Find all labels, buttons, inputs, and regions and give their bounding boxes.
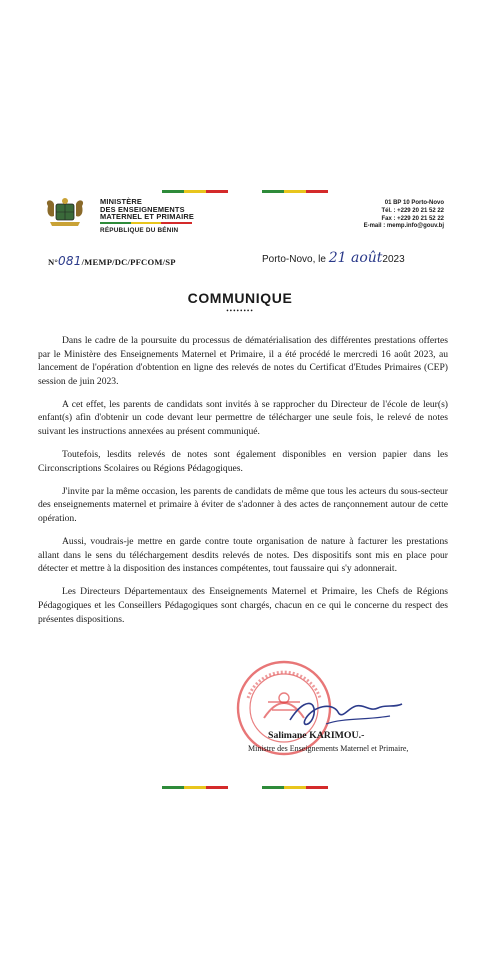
document-title: COMMUNIQUE: [187, 290, 293, 306]
ref-suffix: /MEMP/DC/PFCOM/SP: [81, 257, 176, 267]
paragraph-5: Aussi, voudrais-je mettre en garde contre toute organisation de nature à facturer les prestations allant dans le sens du téléchargement desdits relevés de notes. Des dispositifs sont mis en place pour détecter et mettre à la disposition des instances compétentes, tout faussaire qui s'y adonnerait.: [38, 536, 448, 575]
paragraph-3: Toutefois, lesdits relevés de notes sont également disponibles en version papier dans les Circonscriptions Scolaires ou Régions Pédagogiques.: [38, 449, 448, 474]
communique-body: [38, 334, 448, 636]
contact-fax: Fax : +229 20 21 52 22: [381, 215, 444, 222]
ref-prefix: N°: [48, 257, 59, 267]
signatory-title: Ministre des Enseignements Maternel et Primaire,: [248, 744, 409, 753]
flag-stripe-left: [162, 190, 228, 193]
flag-stripe-bottom-right: [262, 786, 328, 789]
paragraph-6: Les Directeurs Départementaux des Enseignements Maternel et Primaire, les Chefs de Régions Pédagogiques et les Conseillers Pédagogiques sont chargés, chacun en ce qui le concerne du respect des présentes dispositions.: [38, 586, 448, 625]
reference-number: [48, 254, 176, 268]
paragraph-1: Dans le cadre de la poursuite du processus de dématérialisation des différentes prestations offertes par le Ministère des Enseignements Maternel et Primaire, il a été procédé le mercredi 16 août 2023, au lancement de l'opération d'obtention en ligne des relevés de notes du Certificat d'Etudes Primaires (CEP) session de juin 2023.: [38, 335, 448, 387]
title-stars: ••••••••: [226, 307, 254, 315]
place-label: Porto-Novo, le: [262, 254, 326, 265]
date-year: 2023: [382, 254, 405, 265]
ministry-flag-underline: [100, 222, 192, 224]
flag-stripe-right: [262, 190, 328, 193]
contact-block: [364, 200, 444, 231]
paragraph-4: J'invite par la même occasion, les parents de candidats de même que tous les acteurs du sous-secteur des enseignements maternel et primaire à éviter de s'adonner à des actes de rançonnement autour de cette opération.: [38, 485, 448, 525]
contact-bp: 01 BP 10 Porto-Novo: [384, 200, 444, 206]
contact-tel: Tél. : +229 20 21 52 22: [381, 207, 444, 214]
paragraph-2: A cet effet, les parents de candidats sont invités à se rapprocher du Directeur de l'école de leur(s) enfant(s) afin d'obtenir un code devant leur permettre de télécharger une seule fois, le relevé de notes suivant les instructions annexées au présent communiqué.: [38, 398, 448, 438]
ministry-line3: MATERNEL ET PRIMAIRE: [100, 212, 195, 222]
flag-stripe-bottom-left: [162, 786, 228, 789]
coat-of-arms-icon: [40, 196, 90, 228]
date-handwritten: 21 août: [328, 250, 383, 266]
ministry-line2: DES ENSEIGNEMENTS: [100, 204, 185, 214]
republic-label: RÉPUBLIQUE DU BÉNIN: [100, 226, 179, 234]
ministry-line1: MINISTÈRE: [100, 197, 143, 206]
contact-email: E-mail : memp.info@gouv.bj: [363, 223, 444, 230]
signatory-name: Salimane KARIMOU.-: [268, 730, 365, 741]
ministry-header: [100, 198, 194, 234]
ref-number-handwritten: 081: [58, 254, 82, 268]
place-date: [262, 250, 405, 266]
